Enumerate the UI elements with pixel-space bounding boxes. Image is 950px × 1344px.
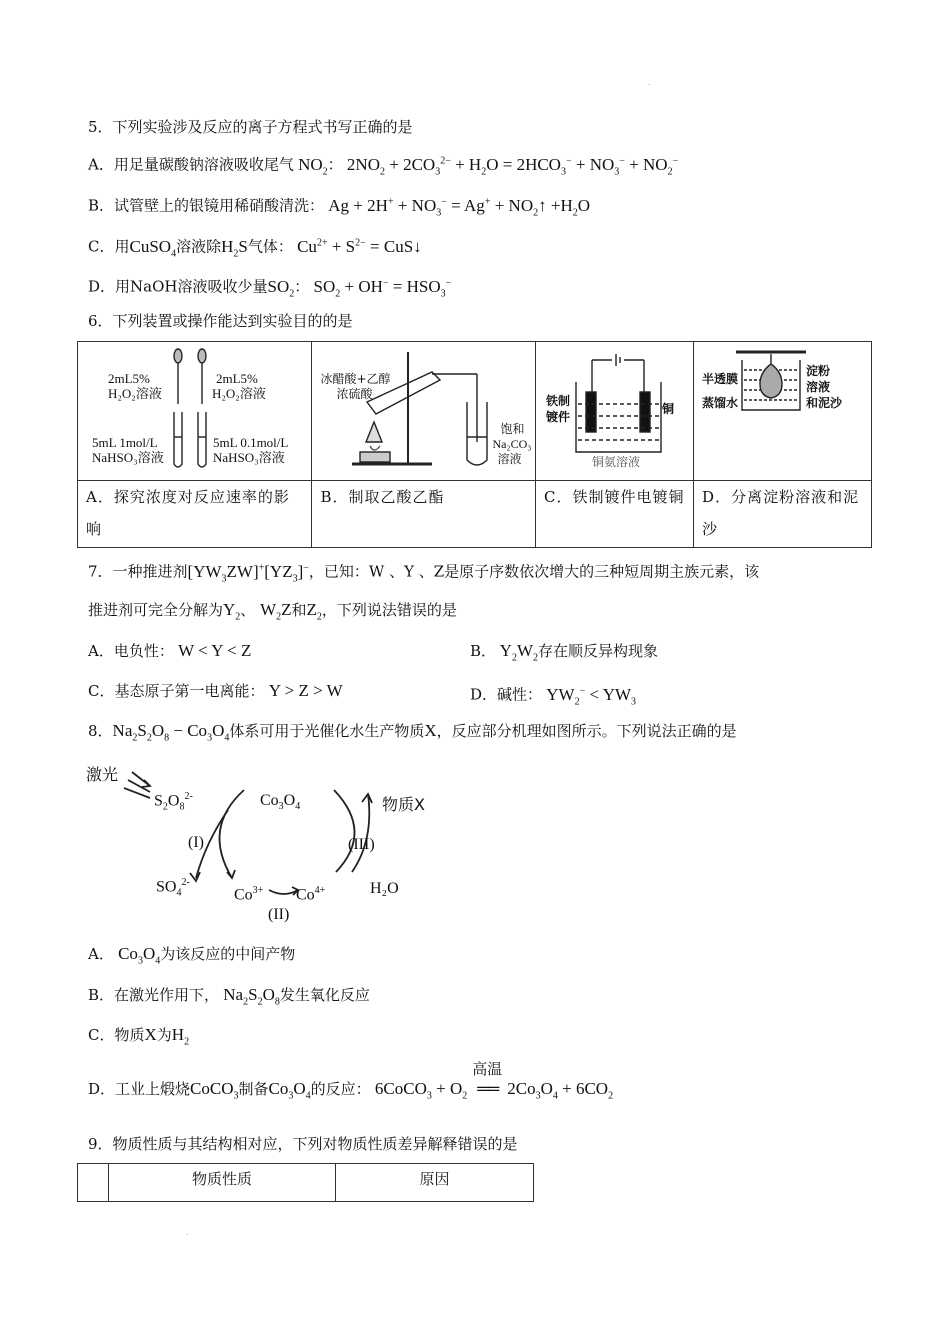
q8-stem: 8．$Na_2S_2O_8 - Co_3O_4$体系可用于光催化水生产物质X，反应部分机理如图所示。下列说法正确的是 [88, 721, 737, 744]
q7-option-a[interactable]: A．电负性： W < Y < Z [88, 641, 252, 660]
q7-option-d[interactable]: D．碱性： $YW_2^- < YW_3$ [470, 684, 637, 708]
q5-a-text: A．用足量碳酸钠溶液吸收尾气 [88, 155, 294, 174]
q6-apparatus-table [77, 341, 872, 548]
catalytic-cycle-arrows-icon [84, 760, 464, 930]
scan-dot: . [186, 1228, 189, 1237]
q9-table [77, 1163, 534, 1202]
q6-stem: 6．下列装置或操作能达到实验目的的是 [88, 312, 353, 330]
q7-stem: 7．一种推进剂$[YW_3ZW]^+[YZ_3]^-$，已知：W 、Y 、Z是原子序数依次增大的三种短周期主族元素，该 [88, 561, 760, 585]
q5-b-text: B．试管壁上的银镜用稀硝酸清洗： [88, 196, 325, 215]
q7-option-c[interactable]: C．基态原子第一电离能： Y > Z > W [88, 681, 343, 700]
q8-option-a[interactable]: A． $Co_3O_4$为该反应的中间产物 [88, 944, 296, 967]
q8-option-b[interactable]: B．在激光作用下， $Na_2S_2O_8$发生氧化反应 [88, 985, 370, 1008]
q6-option-c[interactable]: C．铁制镀件电镀铜 [535, 481, 693, 548]
q9-header-property: 物质性质 [109, 1164, 336, 1202]
q7-stem-line2: 推进剂可完全分解为$Y_2$、 $W_2Z$和$Z_2$，下列说法错误的是 [88, 600, 457, 623]
q6-figure-d: 半透膜 蒸馏水 淀粉 溶液 和泥沙 [694, 342, 872, 481]
q5-option-b[interactable]: B．试管壁上的银镜用稀硝酸清洗： $Ag + 2H^+ + NO_3^- = Ag^+$ + $NO_2↑ +H_2O$ [88, 195, 591, 219]
q6-option-b[interactable]: B．制取乙酸乙酯 [312, 481, 536, 548]
q9-header-reason: 原因 [336, 1164, 534, 1202]
q8-option-c[interactable]: C．物质X为$H_2$ [88, 1025, 190, 1048]
q5-option-d[interactable]: D．用NaOH溶液吸收少量$SO_2$： $SO_2 + OH^- = HSO_3^-$ [88, 276, 452, 300]
q9-header-blank [78, 1164, 109, 1202]
dialysis-apparatus-icon [694, 342, 872, 480]
scan-dot: . [648, 78, 651, 87]
table-row [78, 1164, 534, 1202]
q6-figure-b: 冰醋酸+乙醇 浓硫酸 饱和 Na₂CO₃ 溶液 [312, 342, 536, 481]
q9-stem: 9．物质性质与其结构相对应，下列对物质性质差异解释错误的是 [88, 1135, 518, 1153]
q8-option-d[interactable]: D．工业上煅烧CoCO$_3$制备$Co_3O_4$的反应： 6CoCO$_3$ + $O_2$ 高温 ══ $2Co_3O_4 + 6CO_2$ [88, 1060, 614, 1102]
q6-figure-c: 铁制 镀件 铜 铜氨溶液 [535, 342, 693, 481]
q6-figure-a: 2mL5% H₂O₂溶液 2mL5% H₂O₂溶液 5mL 1mol/L NaHSO₃溶液 5mL 0.1mol/L NaHSO₃溶液 [78, 342, 312, 481]
q5-option-c[interactable]: C．用CuSO$_4$溶液除$H_2S$气体： $Cu^{2+} + S^{2-}$ = CuS↓ [88, 236, 422, 260]
q7-option-b[interactable]: B． $Y_2W_2$存在顺反异构现象 [470, 641, 658, 664]
q5-option-a[interactable]: A．用足量碳酸钠溶液吸收尾气 $NO_2$： $2NO_2 + 2CO_3^{2-} + H_2O = 2HCO_3^- + NO_3^- + NO_2^-$ [88, 154, 679, 178]
q6-option-a[interactable]: A．探究浓度对反应速率的影响 [78, 481, 312, 548]
q5-stem: 5．下列实验涉及反应的离子方程式书写正确的是 [88, 118, 413, 136]
q6-option-d[interactable]: D．分离淀粉溶液和泥沙 [694, 481, 872, 548]
q8-mechanism-diagram: 激光 $S_2O_8^{2-}$ $Co_3O_4$ 物质X (I) (III) $SO_4^{2-}$ $Co^{3+}$ $Co^{4+}$ H₂O (II) [84, 760, 464, 930]
